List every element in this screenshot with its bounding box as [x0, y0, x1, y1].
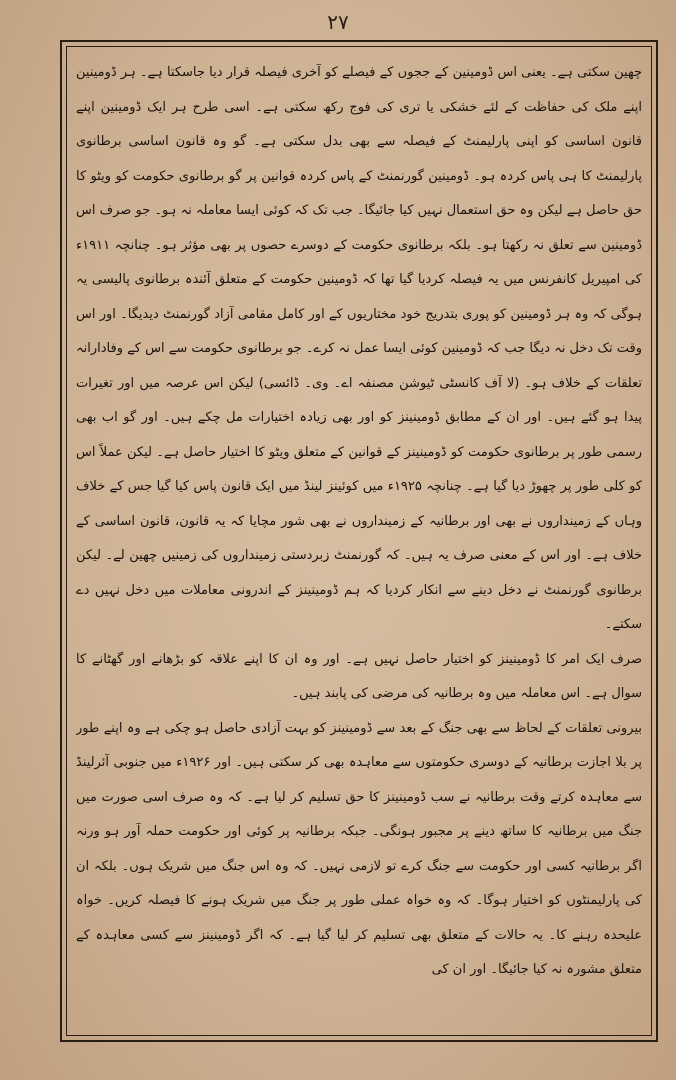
- paragraph: چھین سکتی ہے۔ یعنی اس ڈومینین کے ججوں کے فیصلے کو آخری فیصلہ قرار دیا جاسکتا ہے۔ ہر ڈومینین اپنے ملک کی حفاظت کے لئے خشکی یا تری کی فوج رکھ سکتی ہے۔ اسی طرح ہر ایک ڈومینین اپنے قانون اساسی کو اپنی پارلیمنٹ کے فیصلہ سے بھی بدل سکتی ہے۔ گو وہ قانون اساسی برطانوی پارلیمنٹ کا ہی پاس کردہ ہو۔ ڈومینین گورنمنٹ کے پاس کردہ قوانین پر گو برطانوی حکومت کو ویٹو کا حق حاصل ہے لیکن وہ حق استعمال نہیں کیا جائیگا۔ جب تک کہ کوئی ایسا معاملہ نہ ہو۔ جو صرف اس ڈومینین سے تعلق نہ رکھتا ہو۔ بلکہ برطانوی حکومت کے دوسرے حصوں پر بھی مؤثر ہو۔ چنانچہ ۱۹۱۱ء کی امپیریل کانفرنس میں یہ فیصلہ کردیا گیا تھا کہ ڈومینین حکومت کے متعلق آئندہ برطانوی پالیسی یہ ہوگی کہ وہ ہر ڈومینین کو پوری بتدریج خود مختاریوں کے اور کامل مقامی آزاد گورنمنٹ دیدیگا۔ اور اس وقت تک دخل نہ دیگا جب کہ ڈومینین کوئی ایسا عمل نہ کرے۔ جو برطانوی حکومت سے اس کے وفادارانہ تعلقات کے خلاف ہو۔ (لا آف کانسٹی ٹیوشن مصنفہ اے۔ وی۔ ڈائسی) لیکن اس عرصہ میں اور تغیرات پیدا ہو گئے ہیں۔ اور ان کے مطابق ڈومینینز کو اور بھی زیادہ اختیارات مل چکے ہیں۔ اور گو اب بھی رسمی طور پر برطانوی حکومت کو ڈومینینز کے قوانین کے متعلق ویٹو کا اختیار حاصل ہے۔ لیکن عملاً اس کو کلی طور پر چھوڑ دیا گیا ہے۔ چنانچہ ۱۹۲۵ء میں کوئینز لینڈ میں ایک قانون پاس کیا گیا جس کے خلاف وہاں کے زمینداروں نے بھی اور برطانیہ کے زمینداروں نے بھی شور مچایا کہ یہ قانون، قانون اساسی کے خلاف ہے۔ اور اس کے معنی صرف یہ ہیں۔ کہ گورنمنٹ زبردستی زمینداروں کی زمینیں چھین لے۔ لیکن برطانوی گورنمنٹ نے دخل دینے سے انکار کردیا کہ ہم ڈومینینز کے اندرونی معاملات میں دخل نہیں دے سکتے۔: [76, 65, 642, 632]
- page-number: ٢٧: [327, 10, 349, 34]
- paragraph: صرف ایک امر کا ڈومینینز کو اختیار حاصل نہیں ہے۔ اور وہ ان کا اپنے علاقہ کو بڑھانے اور گھٹانے کا سوال ہے۔ اس معاملہ میں وہ برطانیہ کی مرضی کی پابند ہیں۔: [76, 651, 642, 701]
- paragraph: بیرونی تعلقات کے لحاظ سے بھی جنگ کے بعد سے ڈومینینز کو بہت آزادی حاصل ہو چکی ہے وہ اپنے طور پر بلا اجازت برطانیہ کے دوسری حکومتوں سے معاہدہ بھی کر سکتی ہیں۔ اور ۱۹۲۶ء میں جنوبی آئرلینڈ سے معاہدہ کرتے وقت برطانیہ نے سب ڈومینینز کا حق تسلیم کر لیا ہے۔ کہ وہ صرف اسی صورت میں جنگ میں برطانیہ کا ساتھ دینے پر مجبور ہونگی۔ جبکہ برطانیہ پر کوئی اور حکومت حملہ آور ہو ورنہ اگر برطانیہ کسی اور حکومت سے جنگ کرے تو لازمی نہیں۔ کہ وہ اس جنگ میں شریک ہوں۔ بلکہ ان کی پارلیمنٹوں کو اختیار ہوگا۔ کہ وہ خواہ عملی طور پر جنگ میں شریک ہونے کا فیصلہ کریں۔ خواہ علیحدہ رہنے کا۔ یہ حالات کے متعلق بھی تسلیم کر لیا گیا ہے۔ کہ اگر ڈومینینز سے کسی معاہدہ کے متعلق مشورہ نہ کیا جائیگا۔ اور ان کی: [76, 720, 642, 977]
- body-text: [76, 56, 642, 1026]
